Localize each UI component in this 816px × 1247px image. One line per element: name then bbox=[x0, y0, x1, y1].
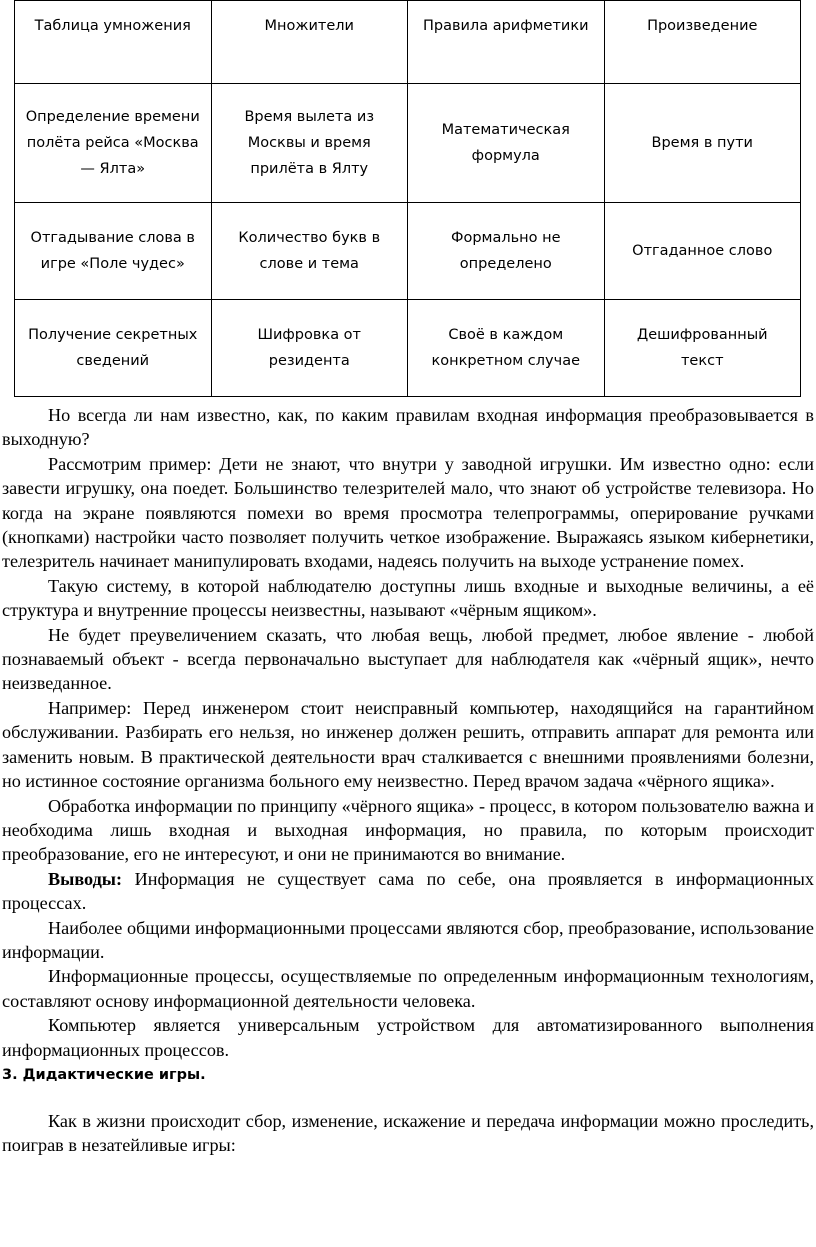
paragraph: Рассмотрим пример: Дети не знают, что внутри у заводной игрушки. Им известно одно: если завести игрушку, она поедет. Большинство телезрителей мало, что знают об устройстве телевизора. Но когда на экране появляются помехи во время просмотра телепрограммы, оперирование ручками (кнопками) настройки часто позволяет получить четкое изображение. Выражаясь языком кибернетики, телезритель начинает манипулировать входами, надеясь получить на выходе устранение помех. bbox=[2, 453, 814, 572]
paragraph: Наиболее общими информационными процессами являются сбор, преобразование, использование информации. bbox=[2, 917, 814, 962]
conclusions-label: Выводы: bbox=[48, 868, 123, 889]
conclusions-paragraph bbox=[2, 867, 814, 916]
paragraph: Информационные процессы, осуществляемые по определенным информационным технологиям, составляют основу информационной деятельности человека. bbox=[2, 966, 814, 1011]
table-header-cell: Произведение bbox=[604, 1, 801, 84]
table-cell: Формально не определено bbox=[408, 203, 605, 300]
paragraph: Например: Перед инженером стоит неисправный компьютер, находящийся на гарантийном обслуживании. Разбирать его нельзя, но инженер должен решить, отправить аппарат для ремонта или заменить новым. В практической деятельности врач сталкивается с внешними проявлениями болезни, но истинное состояние организма больного ему неизвестно. Перед врачом задача «чёрного ящика». bbox=[2, 697, 814, 792]
table-cell: Количество букв в слове и тема bbox=[211, 203, 408, 300]
table-header-cell: Правила арифметики bbox=[408, 1, 605, 84]
table-cell: Отгадывание слова в игре «Поле чудес» bbox=[15, 203, 212, 300]
paragraph: Как в жизни происходит сбор, изменение, искажение и передача информации можно проследить, поиграв в незатейливые игры: bbox=[2, 1110, 814, 1156]
table-header-row bbox=[15, 1, 801, 84]
table-row bbox=[15, 300, 801, 397]
spacer bbox=[2, 1087, 814, 1109]
table-cell: Шифровка от резидента bbox=[211, 300, 408, 397]
table-cell: Математическая формула bbox=[408, 84, 605, 203]
table-header-cell: Множители bbox=[211, 1, 408, 84]
paragraph: Обработка информации по принципу «чёрного ящика» - процесс, в котором пользователю важна и необходима лишь входная и выходная информация, но правила, по которым происходит преобразование, его не интересуют, и они не принимаются во внимание. bbox=[2, 795, 814, 865]
table-cell: Получение секретных сведений bbox=[15, 300, 212, 397]
table-cell: Своё в каждом конкретном случае bbox=[408, 300, 605, 397]
conclusions-text: Информация не существует сама по себе, она проявляется в информационных процессах. bbox=[2, 868, 814, 914]
paragraph: Компьютер является универсальным устройством для автоматизированного выполнения информационных процессов. bbox=[2, 1015, 814, 1060]
body-text bbox=[2, 403, 814, 1158]
comparison-table bbox=[14, 0, 801, 397]
paragraph: Такую систему, в которой наблюдателю доступны лишь входные и выходные величины, а её структура и внутренние процессы неизвестны, называют «чёрным ящиком». bbox=[2, 575, 814, 621]
table-cell: Дешифрованный текст bbox=[604, 300, 801, 397]
table-cell: Определение времени полёта рейса «Москва — Ялта» bbox=[15, 84, 212, 203]
table-row bbox=[15, 84, 801, 203]
paragraph: Не будет преувеличением сказать, что любая вещь, любой предмет, любое явление - любой познаваемый объект - всегда первоначально выступает для наблюдателя как «чёрный ящик», нечто неизведанное. bbox=[2, 624, 814, 694]
paragraph: Но всегда ли нам известно, как, по каким правилам входная информация преобразовывается в выходную? bbox=[2, 405, 814, 450]
section-heading: 3. Дидактические игры. bbox=[2, 1066, 206, 1083]
table-cell: Время вылета из Москвы и время прилёта в Ялту bbox=[211, 84, 408, 203]
table-row bbox=[15, 203, 801, 300]
table-cell: Время в пути bbox=[604, 84, 801, 203]
table-header-cell: Таблица умножения bbox=[15, 1, 212, 84]
table-cell: Отгаданное слово bbox=[604, 203, 801, 300]
